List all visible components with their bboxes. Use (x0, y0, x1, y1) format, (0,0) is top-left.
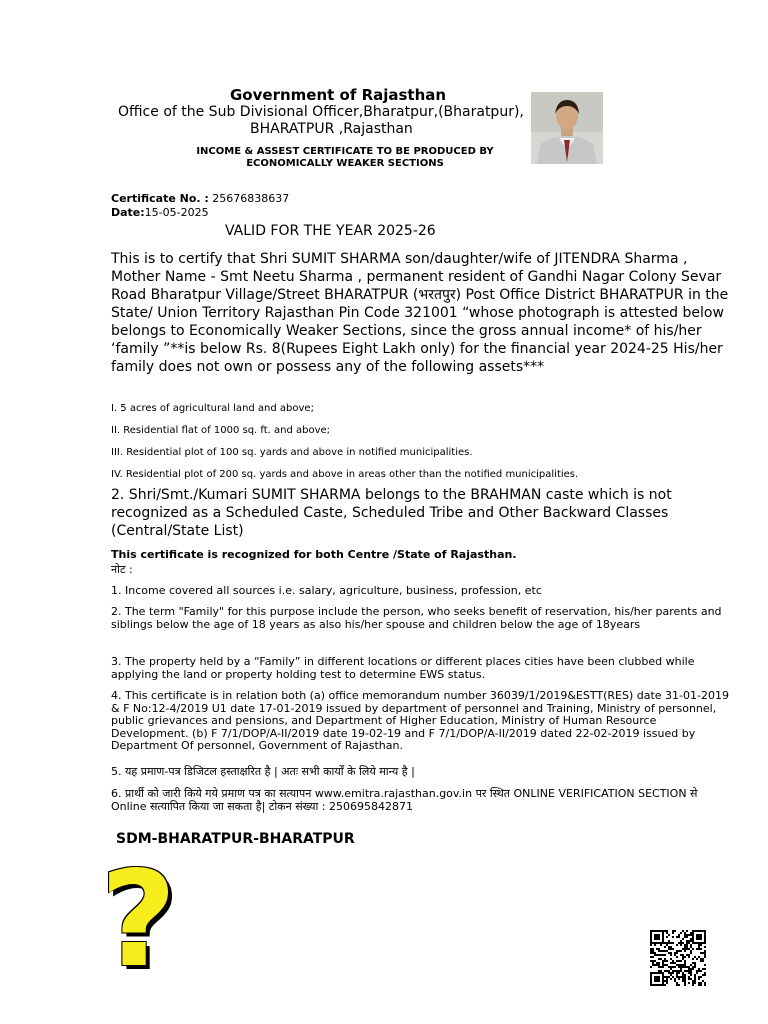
verification-qr-code[interactable] (650, 930, 706, 986)
signature-not-verified-mark: ? (100, 843, 177, 997)
validity-text: VALID FOR THE YEAR 2025-26 (225, 223, 436, 239)
note-item: 6. प्रार्थी को जारी किये गये प्रमाण पत्र का सत्यापन www.emitra.rajasthan.gov.in पर स्थित ONLINE VERIFICATION SECTION से Online सत्यापित किया जा सकता है| टोकन संख्या : 250695842871 (111, 787, 698, 813)
district-name: BHARATPUR ,Rajasthan (250, 121, 413, 137)
certificate-date (111, 206, 209, 219)
heading-line-1: INCOME & ASSEST CERTIFICATE TO BE PRODUCED BY (196, 146, 494, 157)
asset-item: II. Residential flat of 1000 sq. ft. and above; (111, 425, 331, 436)
signatory-name: SDM-BHARATPUR-BHARATPUR (116, 831, 355, 847)
qr-code-icon (650, 930, 706, 986)
note-item: 3. The property held by a “Family” in different locations or different places cities have been clubbed while applying the land or property holding test to determine EWS status. (111, 655, 695, 681)
caste-paragraph: 2. Shri/Smt./Kumari SUMIT SHARMA belongs to the BRAHMAN caste which is not recognized as a Scheduled Caste, Scheduled Tribe and Other Backward Classes (Central/State List) (111, 487, 672, 539)
note-item: 1. Income covered all sources i.e. salary, agriculture, business, profession, etc (111, 584, 542, 597)
asset-item: I. 5 acres of agricultural land and above; (111, 403, 314, 414)
office-name: Office of the Sub Divisional Officer,Bharatpur,(Bharatpur), (118, 104, 524, 120)
note-item: 5. यह प्रमाण-पत्र डिजिटल हस्ताक्षरित है | अतः सभी कार्यों के लिये मान्य है | (111, 765, 415, 778)
note-item: 4. This certificate is in relation both (a) office memorandum number 36039/1/2019&ESTT(RES) date 31-01-2019 & F No:12-4/2019 U1 date 17-01-2019 issued by department of personnel and Training, Ministry of personnel, public grievances and pensions, and Department of Higher Education, Ministry of Human Resource Development. (b) F 7/1/DOP/A-II/2019 date 19-02-19 and F 7/1/DOP/A-II/2019 dated 22-02-2019 issued by Department Of personnel, Government of Rajasthan. (111, 689, 729, 752)
certificate-number-value: 25676838637 (208, 192, 290, 205)
note-label: नोट : (111, 563, 133, 576)
heading-line-2: ECONOMICALLY WEAKER SECTIONS (246, 158, 444, 169)
certificate-date-value: 15-05-2025 (144, 206, 209, 219)
certification-paragraph: This is to certify that Shri SUMIT SHARMA son/daughter/wife of JITENDRA Sharma , Mother Name - Smt Neetu Sharma , permanent resident of Gandhi Nagar Colony Sevar Road Bharatpur Village/Street BHARATPUR (भरतपुर) Post Office District BHARATPUR in the State/ Union Territory Rajasthan Pin Code 321001 “whose photograph is attested below belongs to Economically Weaker Sections, since the gross annual income* of his/her ‘family ”**is below Rs. 8(Rupees Eight Lakh only) for the financial year 2024-25 His/her family does not own or possess any of the following assets*** (111, 251, 729, 375)
asset-item: III. Residential plot of 100 sq. yards and above in notified municipalities. (111, 447, 473, 458)
certificate-date-label: Date: (111, 206, 145, 219)
certificate-number-label: Certificate No. : (111, 192, 209, 205)
applicant-photo-image (531, 92, 603, 164)
government-title: Government of Rajasthan (230, 86, 447, 104)
recognition-statement: This certificate is recognized for both Centre /State of Rajasthan. (111, 548, 517, 561)
applicant-photo (531, 92, 603, 164)
certificate-heading (160, 146, 530, 170)
certificate-number (111, 192, 289, 205)
asset-item: IV. Residential plot of 200 sq. yards and above in areas other than the notified municipalities. (111, 469, 579, 480)
note-item: 2. The term "Family" for this purpose include the person, who seeks benefit of reservation, his/her parents and siblings below the age of 18 years as also his/her spouse and children below the age of 18years (111, 605, 722, 631)
